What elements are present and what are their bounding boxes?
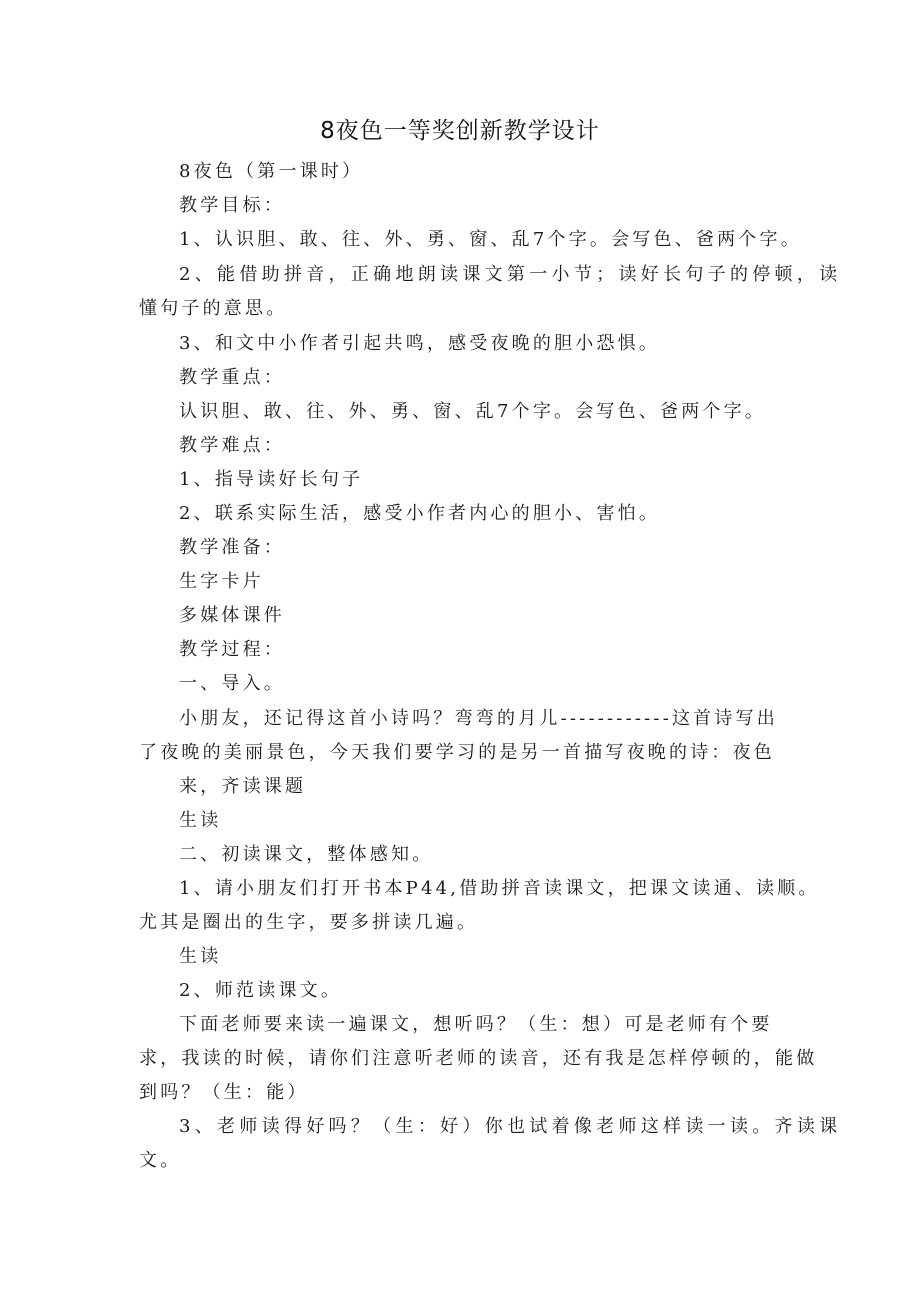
section-heading-process: 教学过程： [179,639,285,660]
lesson-heading: 8夜色（第一课时） [179,161,364,182]
objective-item-3: 3、和文中小作者引起共鸣，感受夜晚的胆小恐惧。 [179,333,661,354]
objective-item-2: 2、能借助拼音，正确地朗读课文第一小节；读好长句子的停顿，读 [179,264,842,285]
paragraph-read-title: 来，齐读课题 [179,776,307,797]
step-heading-2: 二、初读课文，整体感知。 [179,844,434,865]
section-heading-objectives: 教学目标： [179,195,285,216]
paragraph-teacher-read: 下面老师要来读一遍课文，想听吗？（生：想）可是老师有个要 [179,1014,773,1035]
paragraph-student-read-1: 生读 [179,810,222,831]
step-heading-teacher-read: 2、师范读课文。 [179,980,343,1001]
document-title: 8夜色一等奖创新教学设计 [320,118,600,144]
paragraph-teacher-read-end: 到吗？（生：能） [139,1082,309,1103]
preparation-item-1: 生字卡片 [179,571,264,592]
objective-item-1: 1、认识胆、敢、往、外、勇、窗、乱7个字。会写色、爸两个字。 [179,229,802,250]
section-heading-key-points: 教学重点： [179,367,285,388]
key-points-text: 认识胆、敢、往、外、勇、窗、乱7个字。会写色、爸两个字。 [179,401,767,422]
paragraph-open-book: 1、请小朋友们打开书本P44,借助拼音读课文，把课文读通、读顺。 [179,878,820,899]
paragraph-open-book-cont: 尤其是圈出的生字，要多拼读几遍。 [139,912,479,933]
paragraph-read-together: 3、老师读得好吗？（生：好）你也试着像老师这样读一读。齐读课 [179,1116,842,1137]
step-heading-1: 一、导入。 [179,673,285,694]
paragraph-teacher-read-cont: 求，我读的时候，请你们注意听老师的读音，还有我是怎样停顿的，能做 [139,1048,818,1069]
preparation-item-2: 多媒体课件 [179,605,285,626]
difficulty-item-1: 1、指导读好长句子 [179,469,364,490]
paragraph-intro: 小朋友，还记得这首小诗吗？弯弯的月儿------------这首诗写出 [179,708,778,729]
paragraph-student-read-2: 生读 [179,946,222,967]
section-heading-preparation: 教学准备： [179,537,285,558]
paragraph-read-together-cont: 文。 [139,1150,182,1171]
difficulty-item-2: 2、联系实际生活，感受小作者内心的胆小、害怕。 [179,503,661,524]
objective-item-2-cont: 懂句子的意思。 [139,298,288,319]
paragraph-intro-cont: 了夜晚的美丽景色，今天我们要学习的是另一首描写夜晚的诗：夜色 [139,742,775,763]
section-heading-difficulties: 教学难点： [179,435,285,456]
